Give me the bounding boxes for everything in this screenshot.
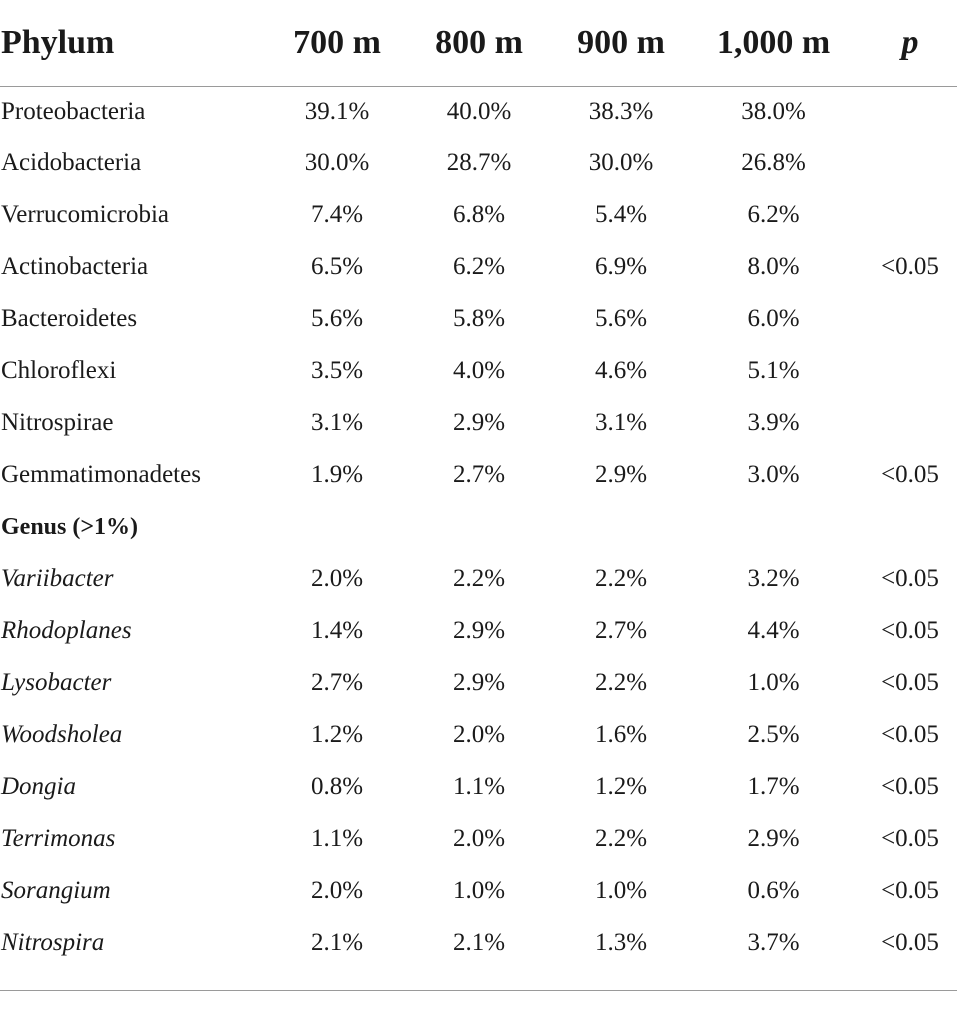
table-row bbox=[0, 345, 957, 397]
value-1000m: 6.0% bbox=[747, 305, 800, 332]
value-700m: 1.9% bbox=[310, 461, 364, 488]
value-700m: 2.0% bbox=[310, 565, 364, 592]
value-1000m: 26.8% bbox=[741, 149, 806, 176]
table-row bbox=[0, 449, 957, 501]
p-value: <0.05 bbox=[881, 669, 939, 696]
row-name: Sorangium bbox=[1, 877, 111, 904]
value-1000m: 3.9% bbox=[747, 409, 800, 436]
p-value: <0.05 bbox=[881, 565, 939, 592]
table-row bbox=[0, 865, 957, 917]
row-name: Lysobacter bbox=[1, 669, 112, 696]
value-900m: 2.9% bbox=[594, 461, 648, 488]
value-800m: 4.0% bbox=[452, 357, 506, 384]
value-1000m: 8.0% bbox=[747, 253, 800, 280]
value-800m: 28.7% bbox=[446, 149, 512, 176]
section-header-row bbox=[0, 501, 957, 553]
table-row bbox=[0, 397, 957, 449]
column-header-800m: 800 m bbox=[408, 0, 550, 87]
row-name: Verrucomicrobia bbox=[1, 201, 169, 228]
value-700m: 3.1% bbox=[310, 409, 364, 436]
value-1000m: 0.6% bbox=[747, 877, 800, 904]
value-1000m: 2.5% bbox=[747, 721, 800, 748]
value-800m: 40.0% bbox=[446, 98, 512, 125]
table-row bbox=[0, 605, 957, 657]
p-value bbox=[855, 189, 957, 241]
value-900m: 4.6% bbox=[594, 357, 648, 384]
row-name: Gemmatimonadetes bbox=[1, 461, 201, 488]
p-value: <0.05 bbox=[881, 825, 939, 852]
p-value: <0.05 bbox=[881, 877, 939, 904]
value-800m: 1.1% bbox=[452, 773, 506, 800]
table-row bbox=[0, 137, 957, 189]
column-header-phylum: Phylum bbox=[0, 0, 266, 87]
p-value bbox=[855, 293, 957, 345]
table-header-row bbox=[0, 0, 957, 87]
value-800m: 2.7% bbox=[452, 461, 506, 488]
value-900m: 1.6% bbox=[594, 721, 648, 748]
value-700m: 1.4% bbox=[310, 617, 364, 644]
table-row bbox=[0, 553, 957, 605]
value-900m: 3.1% bbox=[594, 409, 648, 436]
value-900m: 1.2% bbox=[594, 773, 648, 800]
table-row bbox=[0, 293, 957, 345]
value-900m: 2.2% bbox=[594, 565, 648, 592]
value-900m: 1.3% bbox=[594, 929, 648, 956]
row-name: Genus (>1%) bbox=[1, 513, 139, 540]
value-1000m: 1.0% bbox=[747, 669, 800, 696]
value-800m: 2.9% bbox=[452, 409, 506, 436]
value-1000m: 1.7% bbox=[747, 773, 800, 800]
value-900m: 2.2% bbox=[594, 825, 648, 852]
value-800m: 2.1% bbox=[452, 929, 506, 956]
row-name: Bacteroidetes bbox=[1, 305, 138, 332]
value-1000m: 38.0% bbox=[741, 98, 806, 125]
value-1000m: 5.1% bbox=[747, 357, 800, 384]
value-700m: 5.6% bbox=[310, 305, 364, 332]
value-700m: 2.7% bbox=[310, 669, 364, 696]
table-row bbox=[0, 87, 957, 138]
p-value: <0.05 bbox=[881, 721, 939, 748]
value-800m: 1.0% bbox=[452, 877, 506, 904]
row-name: Acidobacteria bbox=[1, 149, 142, 176]
row-name: Nitrospira bbox=[1, 929, 105, 956]
table-row bbox=[0, 917, 957, 969]
value-1000m: 4.4% bbox=[747, 617, 800, 644]
value-800m: 5.8% bbox=[452, 305, 506, 332]
row-name: Rhodoplanes bbox=[1, 617, 132, 644]
p-value: <0.05 bbox=[881, 773, 939, 800]
p-value bbox=[855, 501, 957, 553]
table-row bbox=[0, 813, 957, 865]
row-name: Proteobacteria bbox=[1, 98, 146, 125]
column-header-1000m: 1,000 m bbox=[692, 0, 855, 87]
p-value bbox=[855, 345, 957, 397]
value-900m: 1.0% bbox=[594, 877, 648, 904]
value-1000m: 3.0% bbox=[747, 461, 800, 488]
value-1000m: 6.2% bbox=[747, 201, 800, 228]
row-name: Nitrospirae bbox=[1, 409, 114, 436]
column-header-900m: 900 m bbox=[550, 0, 692, 87]
column-header-p: p bbox=[855, 0, 957, 87]
value-900m: 5.4% bbox=[594, 201, 648, 228]
value-1000m: 3.7% bbox=[747, 929, 800, 956]
value-800m: 2.2% bbox=[452, 565, 506, 592]
row-name: Woodsholea bbox=[1, 721, 123, 748]
value-800m: 2.9% bbox=[452, 669, 506, 696]
p-value bbox=[855, 137, 957, 189]
value-700m: 3.5% bbox=[310, 357, 364, 384]
value-900m: 38.3% bbox=[588, 98, 654, 125]
value-700m: 0.8% bbox=[310, 773, 364, 800]
table-row bbox=[0, 709, 957, 761]
value-900m: 6.9% bbox=[594, 253, 648, 280]
column-header-700m: 700 m bbox=[266, 0, 408, 87]
value-700m: 1.1% bbox=[310, 825, 364, 852]
row-name: Terrimonas bbox=[1, 825, 116, 852]
table-row bbox=[0, 189, 957, 241]
value-700m: 39.1% bbox=[304, 98, 370, 125]
p-value: <0.05 bbox=[881, 929, 939, 956]
value-900m bbox=[550, 501, 692, 553]
value-800m bbox=[408, 501, 550, 553]
value-800m: 2.9% bbox=[452, 617, 506, 644]
value-700m: 2.1% bbox=[310, 929, 364, 956]
p-value bbox=[855, 87, 957, 138]
p-value: <0.05 bbox=[881, 461, 939, 488]
value-700m: 30.0% bbox=[304, 149, 370, 176]
value-800m: 2.0% bbox=[452, 825, 506, 852]
table-body bbox=[0, 87, 957, 970]
row-name: Dongia bbox=[1, 773, 76, 800]
value-700m: 2.0% bbox=[310, 877, 364, 904]
table-row bbox=[0, 241, 957, 293]
value-900m: 2.2% bbox=[594, 669, 648, 696]
row-name: Variibacter bbox=[1, 565, 114, 592]
value-800m: 2.0% bbox=[452, 721, 506, 748]
row-name: Actinobacteria bbox=[1, 253, 149, 280]
table-bottom-rule bbox=[0, 990, 957, 991]
table-row bbox=[0, 761, 957, 813]
value-700m: 7.4% bbox=[310, 201, 364, 228]
value-700m: 6.5% bbox=[310, 253, 364, 280]
p-value: <0.05 bbox=[881, 617, 939, 644]
value-700m bbox=[266, 501, 408, 553]
value-1000m: 2.9% bbox=[747, 825, 800, 852]
p-value: <0.05 bbox=[881, 253, 939, 280]
value-800m: 6.8% bbox=[452, 201, 506, 228]
value-800m: 6.2% bbox=[452, 253, 506, 280]
value-700m: 1.2% bbox=[310, 721, 364, 748]
row-name: Chloroflexi bbox=[1, 357, 117, 384]
p-value bbox=[855, 397, 957, 449]
value-1000m bbox=[692, 501, 855, 553]
value-900m: 5.6% bbox=[594, 305, 648, 332]
value-1000m: 3.2% bbox=[747, 565, 800, 592]
value-900m: 2.7% bbox=[594, 617, 648, 644]
table-row bbox=[0, 657, 957, 709]
value-900m: 30.0% bbox=[588, 149, 654, 176]
